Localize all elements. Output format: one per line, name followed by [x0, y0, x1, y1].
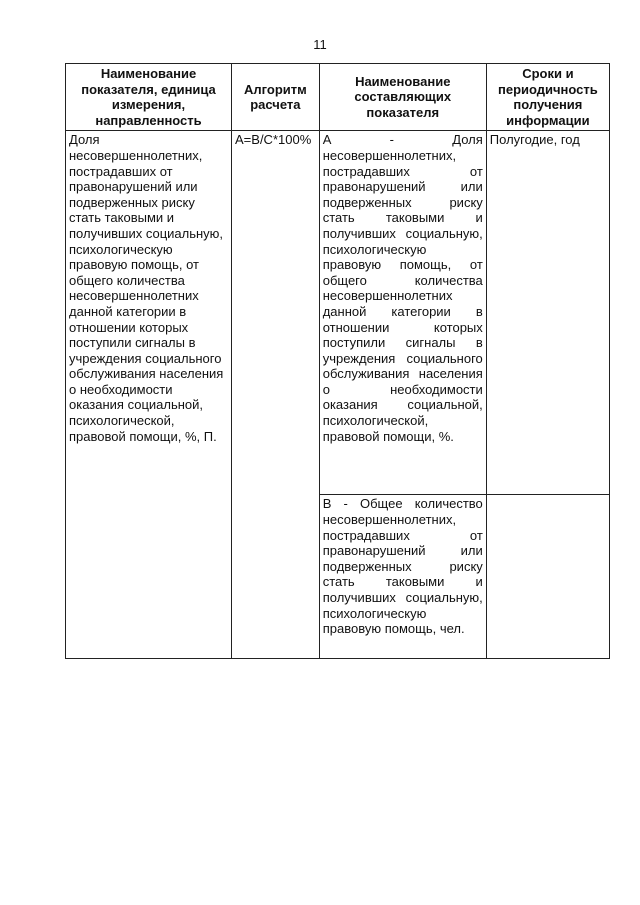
period-b-cell [486, 495, 609, 659]
component-a-cell: А - Доля несовершеннолетних, пострадавших от правонарушений или подверженных риску стать таковыми и получивших социальную, психологическую правовую помощь, от общего количества несовершеннолетних данной категории в отношении которых поступили сигналы в учреждения социального обслуживания населения о необходимости оказания социальной, психологической, правовой помощи, %. [319, 131, 486, 495]
indicator-table [65, 63, 610, 659]
component-b-cell: В - Общее количество несовершеннолетних, пострадавших от правонарушений или подверженных риску стать таковыми и получивших социальную, психологическую правовую помощь, чел. [319, 495, 486, 659]
table-row [66, 131, 610, 495]
table-header-row [66, 64, 610, 131]
header-indicator-name: Наименование показателя, единица измерения, направленность [66, 64, 232, 131]
page-number: 11 [313, 37, 327, 52]
header-algorithm: Алгоритм расчета [232, 64, 320, 131]
indicator-name-cell: Доля несовершеннолетних, пострадавших от правонарушений или подверженных риску стать таковыми и получивших социальную, психологическую правовую помощь, от общего количества несовершеннолетних данной категории в отношении которых поступили сигналы в учреждения социального обслуживания населения о необходимости оказания социальной, психологической, правовой помощи, %, П. [66, 131, 232, 659]
period-a-cell: Полугодие, год [486, 131, 609, 495]
algorithm-cell: A=B/C*100% [232, 131, 320, 659]
header-components: Наименование составляющих показателя [319, 64, 486, 131]
header-period: Сроки и периодичность получения информации [486, 64, 609, 131]
